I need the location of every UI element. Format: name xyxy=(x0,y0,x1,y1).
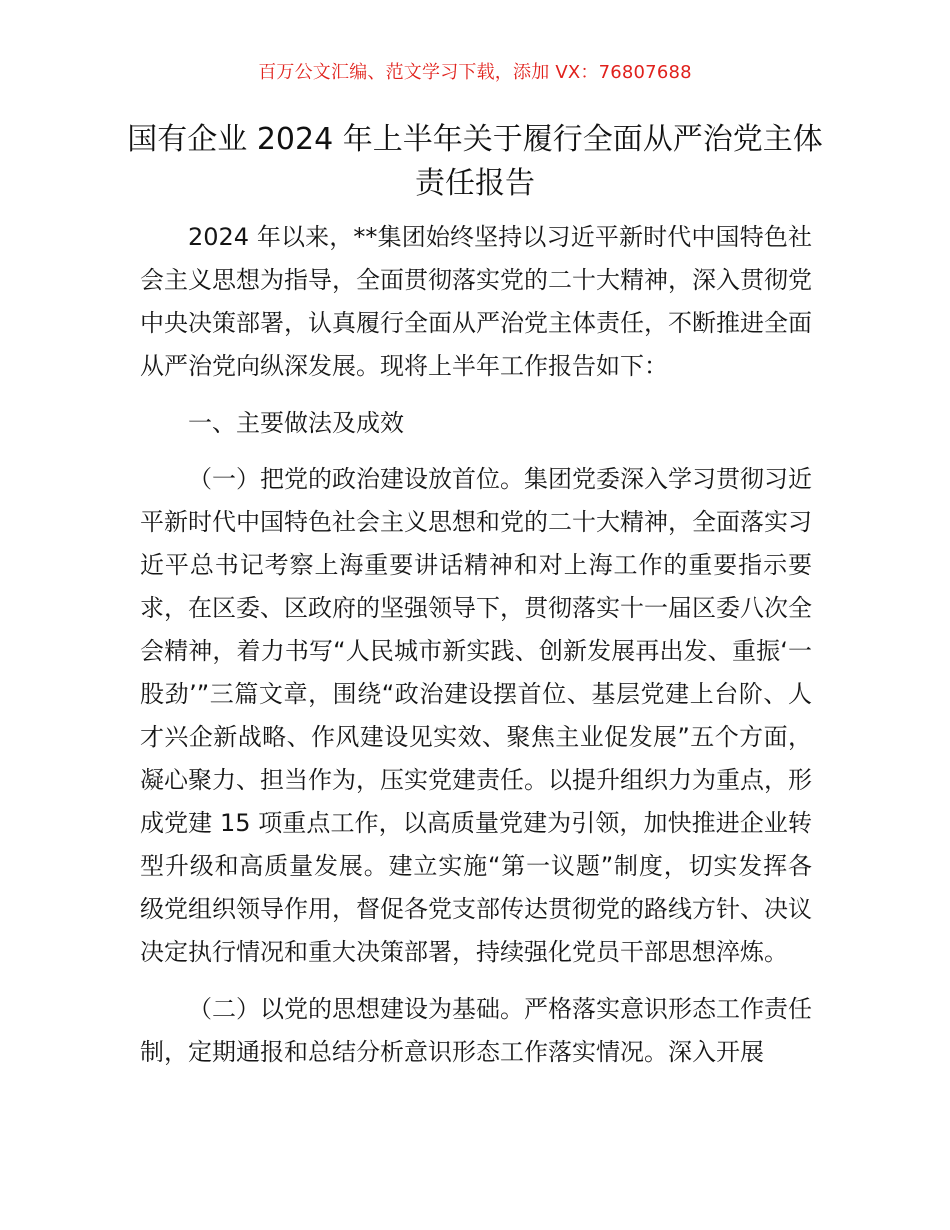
document-title: 国有企业 2024 年上半年关于履行全面从严治党主体责任报告 xyxy=(127,122,823,201)
intro-paragraph: 2024 年以来，**集团始终坚持以习近平新时代中国特色社会主义思想为指导，全面贯彻落实党的二十大精神，深入贯彻党中央决策部署，认真履行全面从严治党主体责任，不断推进全面从严治党向纵深发展。现将上半年工作报告如下： xyxy=(140,223,812,380)
document-body xyxy=(140,216,812,1088)
paragraph-item-2: （二）以党的思想建设为基础。严格落实意识形态工作责任制，定期通报和总结分析意识形态工作落实情况。深入开展 xyxy=(140,995,812,1066)
paragraph-item-1: （一）把党的政治建设放首位。集团党委深入学习贯彻习近平新时代中国特色社会主义思想和党的二十大精神，全面落实习近平总书记考察上海重要讲话精神和对上海工作的重要指示要求，在区委、区政府的坚强领导下，贯彻落实十一届区委八次全会精神，着力书写“人民城市新实践、创新发展再出发、重振‘一股劲’”三篇文章，围绕“政治建设摆首位、基层党建上台阶、人才兴企新战略、作风建设见实效、聚焦主业促发展”五个方面，凝心聚力、担当作为，压实党建责任。以提升组织力为重点，形成党建 15 项重点工作，以高质量党建为引领，加快推进企业转型升级和高质量发展。建立实施“第一议题”制度，切实发挥各级党组织领导作用，督促各党支部传达贯彻党的路线方针、决议决定执行情况和重大决策部署，持续强化党员干部思想淬炼。 xyxy=(140,465,812,966)
section-heading-1: 一、主要做法及成效 xyxy=(188,409,404,437)
header-watermark-note: 百万公文汇编、范文学习下载，添加 VX：76807688 xyxy=(258,62,692,83)
